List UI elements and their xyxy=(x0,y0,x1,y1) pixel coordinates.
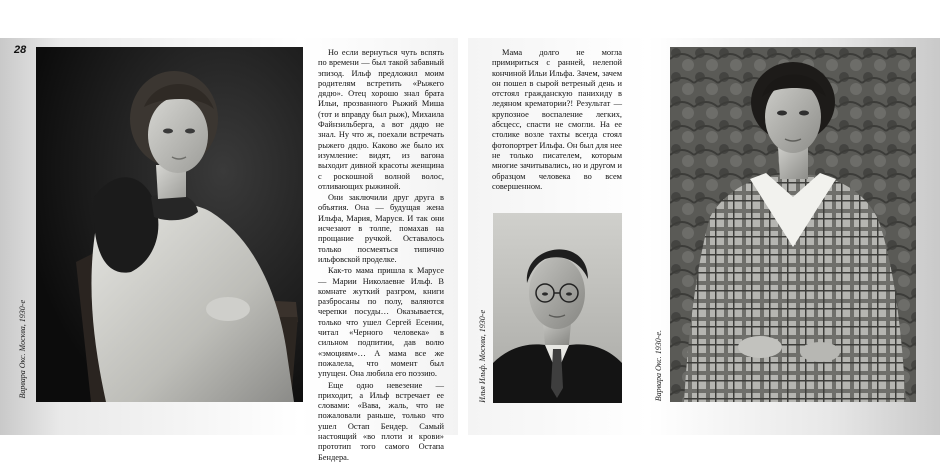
photo-varvara-oks-coat xyxy=(36,47,303,402)
photo-varvara-oks-plaid xyxy=(670,47,916,402)
paragraph: Но если вернуться чуть вспять по времени — был такой забавный эпизод. Ильф предложил моим родителям встретить «Рыжего дядю». Отец хорошо знал брата Ильи, прозванного Рыжий Миша (тот и вправду был рыж), Михаила Файнзильберга, а вот дядю не знал. Ну что ж, поехали встречать рыжего дядю. Каково же было их изумление: видят, из вагона выходит дивной красоты женщина с роскошной волной волос, отливающих рыжиной. xyxy=(318,48,444,191)
paragraph: Еще одно невезение — приходит, а Ильф встречает ее словами: «Вава, жаль, что не пожаловали раньше, только что ушел Остап Бендер. Самый настоящий «во плоти и крови» прототип того самого Остапа Бендера. xyxy=(318,380,444,462)
book-gutter xyxy=(458,30,468,442)
portrait-image xyxy=(493,213,622,403)
caption-left-photo: Варвара Окс. Москва, 1930-е xyxy=(18,300,27,399)
left-text-column xyxy=(318,48,444,463)
paragraph: Они заключили друг друга в объятия. Она — будущая жена Ильфа, Мария, Маруся. И так они исчезают в толпе, помахав на прощание ручкой. Оставалось только посмеяться типично ильфовской проделке. xyxy=(318,193,444,264)
caption-middle-photo: Илья Ильф. Москва, 1930-е xyxy=(478,310,487,403)
paragraph: Мама долго не могла примириться с ранней, нелепой кончиной Ильи Ильфа. Зачем, зачем он пошел в сырой ветреный день и отстоял гражданскую панихиду в ледяном крематории?! Результат — крупозное воспаление легких, абсцесс, спасти не смогли. На ее столике возле тахты всегда стоял фотопортрет Ильфа. Он был для нее не только писателем, которым многие зачитывались, но и другом и образцом человека во всем совершенном. xyxy=(492,48,622,191)
portrait-image xyxy=(36,47,303,402)
page-number: 28 xyxy=(14,44,27,56)
caption-right-photo: Варвара Окс. 1930-е. xyxy=(654,330,663,402)
right-text-column xyxy=(492,48,622,192)
paragraph: Как-то мама пришла к Марусе — Марии Николаевне Ильф. В комнате жуткий разгром, книги разбросаны по полу, валяются черепки посуды… Оказывается, только что ушел Сергей Есенин, читал «Черного человека» в сильном подпитии, дав волю «эмоциям»… А мама все же пожалела, что момент был упущен. Она любила его поэзию. xyxy=(318,266,444,379)
portrait-image xyxy=(670,47,916,402)
photo-ilya-ilf xyxy=(493,213,622,403)
